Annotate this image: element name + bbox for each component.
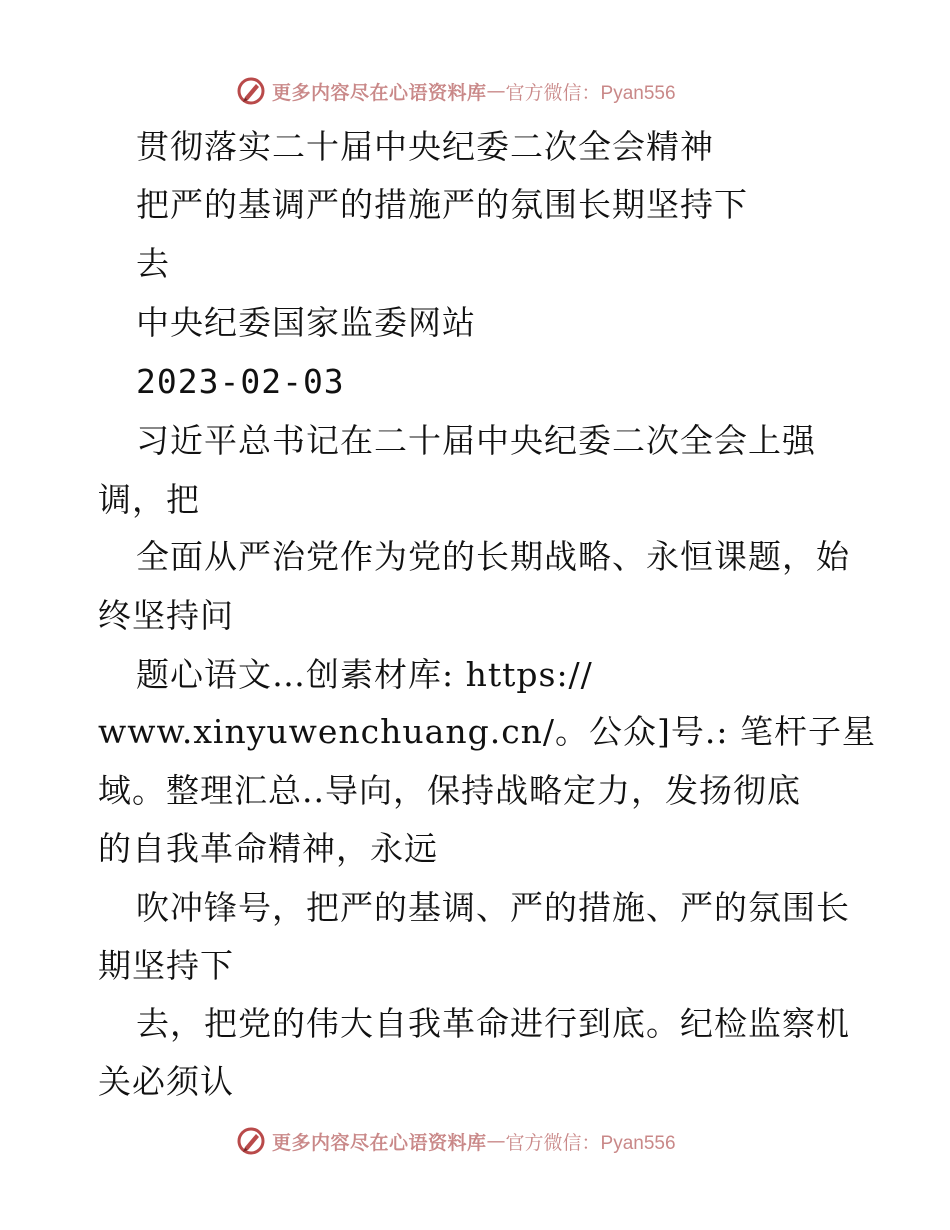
- pen-logo-icon: [236, 1126, 266, 1156]
- title-line-3: 去: [136, 244, 170, 283]
- paragraph-1-line-2: 调，把: [98, 480, 200, 519]
- watermark-account: 官方微信：Pyan556: [505, 82, 676, 104]
- watermark-main-text: 更多内容尽在心语资料库: [272, 1131, 487, 1154]
- paragraph-3-line-1: 题心语文…创素材库: https://: [136, 655, 593, 694]
- watermark-separator: —: [486, 1130, 506, 1152]
- watermark-main-text: 更多内容尽在心语资料库: [272, 81, 487, 104]
- paragraph-5-line-1: 去，把党的伟大自我革命进行到底。纪检监察机: [136, 1004, 850, 1043]
- watermark-top: [236, 74, 676, 108]
- paragraph-3-line-2: www.xinyuwenchuang.cn/。公众]号.: 笔杆子星: [98, 712, 877, 751]
- watermark-separator: —: [486, 80, 506, 102]
- paragraph-1-line-1: 习近平总书记在二十届中央纪委二次全会上强: [136, 421, 816, 460]
- paragraph-4-line-1: 吹冲锋号，把严的基调、严的措施、严的氛围长: [136, 888, 850, 927]
- watermark-bottom: [236, 1124, 676, 1158]
- title-line-2: 把严的基调严的措施严的氛围长期坚持下: [136, 185, 748, 224]
- paragraph-3-line-3: 域。整理汇总..导向，保持战略定力，发扬彻底: [98, 771, 801, 810]
- paragraph-2-line-1: 全面从严治党作为党的长期战略、永恒课题，始: [136, 537, 850, 576]
- title-line-1: 贯彻落实二十届中央纪委二次全会精神: [136, 127, 714, 166]
- watermark-account: 官方微信：Pyan556: [505, 1132, 676, 1154]
- paragraph-3-line-4: 的自我革命精神，永远: [98, 829, 438, 868]
- date-line: 2023-02-03: [136, 362, 345, 401]
- paragraph-5-line-2: 关必须认: [98, 1062, 234, 1101]
- pen-logo-icon: [236, 76, 266, 106]
- paragraph-2-line-2: 终坚持问: [98, 596, 234, 635]
- source-line: 中央纪委国家监委网站: [136, 303, 476, 342]
- paragraph-4-line-2: 期坚持下: [98, 946, 234, 985]
